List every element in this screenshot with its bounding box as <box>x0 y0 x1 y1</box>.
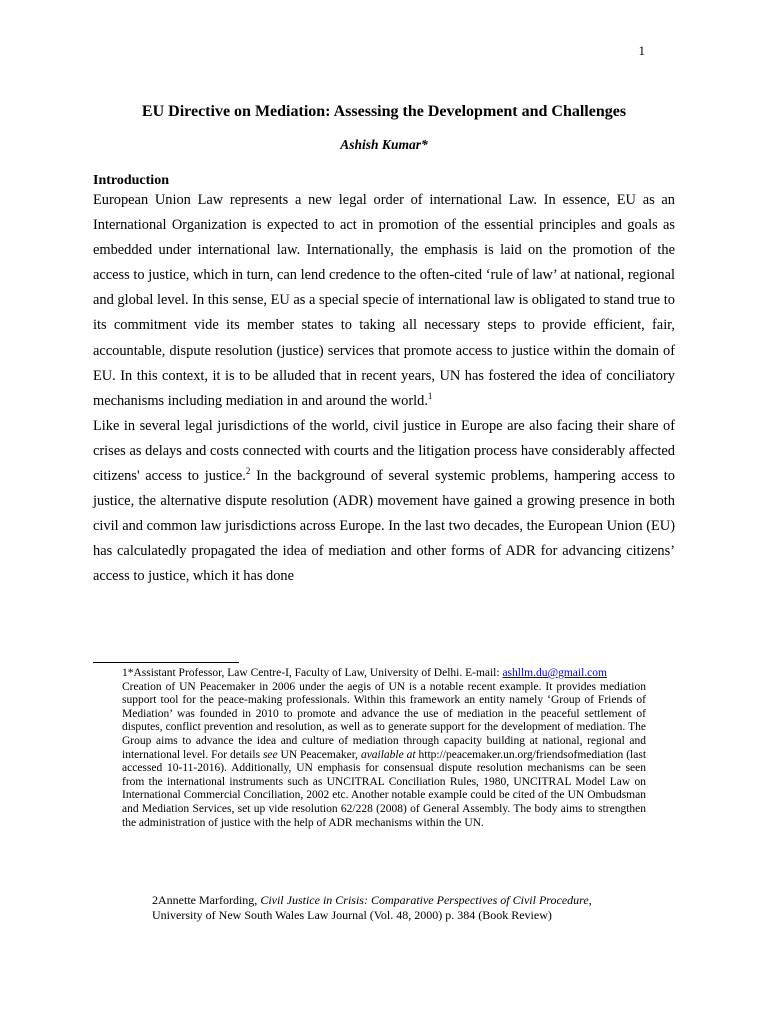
footnote-details: , University of New South Wales Law Journal (Vol. 48, 2000) p. 384 (Book Review) <box>152 893 592 922</box>
footnote-text: UN Peacemaker, <box>280 748 359 761</box>
page-number: 1 <box>638 43 645 58</box>
footnote-2 <box>152 893 607 923</box>
email-link[interactable]: ashllm.du@gmail.com <box>502 667 607 679</box>
body-text <box>93 188 675 590</box>
paragraph-text: In the background of several systemic problems, hampering access to justice, the alternative dispute resolution (ADR) movement have gained a growing presence in both civil and common law jurisdictions across Europe. In the last two decades, the European Union (EU) has calculatedly propagated the idea of mediation and other forms of ADR for advancing citizens’ access to justice, which it has done <box>93 468 675 585</box>
paragraph-text: Like in several legal jurisdictions of the world, civil justice in Europe are also facing their share of crises as delays and costs connected with courts and the litigation process have considerably affected citizens' access to justice. <box>93 417 675 485</box>
footnote-text: Creation of UN Peacemaker in 2006 under the aegis of UN is a notable recent example. It provides mediation support tool for the peace-making professionals. Within this framework an entity namely ‘Group of Friends of Mediation’ was founded in 2010 to promote and advance the use of mediation in the peaceful settlement of disputes, conflict prevention and resolution, as well as to generate support for the development of mediation. The Group aims to advance the idea and culture of mediation through capacity building at national, regional and international level. For details <box>122 680 646 761</box>
footnote-separator <box>93 662 239 663</box>
footnote-number: 1 <box>122 667 128 679</box>
footnote-text: http://peacemaker.un.org/friendsofmediation (last accessed 10-11-2016). Additionally, UN emphasis for consensual dispute resolution mechanisms can be seen from the international instruments such as UNCITRAL Conciliation Rules, 1980, UNCITRAL Model Law on International Commercial Conciliation, 2002 etc. Another notable example could be cited of the UN Ombudsman and Mediation Services, set up vide resolution 62/228 (2008) of General Assembly. The body aims to strengthen the administration of justice with the help of ADR mechanisms within the UN. <box>122 748 647 829</box>
footnote-author: Annette Marfording, <box>158 893 258 907</box>
footnote-affiliation-text: Assistant Professor, Law Centre-I, Faculty of Law, University of Delhi. E-mail: <box>133 667 500 679</box>
footnote-body <box>122 681 646 831</box>
footnote-ref: 2 <box>245 466 251 477</box>
author-name: Ashish Kumar* <box>340 137 428 152</box>
paragraph-text: European Union Law represents a new legal order of international Law. In essence, EU as an International Organization is expected to act in promotion of the essential principles and goals as embedded under international law. Internationally, the emphasis is laid on the promotion of the access to justice, which in turn, can lend credence to the often-cited ‘rule of law’ at national, regional and global level. In this sense, EU as a special specie of international law is obligated to stand true to its commitment vide its member states to taking all necessary steps to provide efficient, fair, accountable, dispute resolution (justice) services that promote access to justice within the domain of EU. In this context, it is to be alluded that in recent years, UN has fostered the idea of conciliatory mechanisms including mediation in and around the world. <box>93 192 675 409</box>
document-title: EU Directive on Mediation: Assessing the Development and Challenges <box>141 103 627 120</box>
footnote-affiliation <box>122 667 646 681</box>
footnote-marker: * <box>127 667 134 679</box>
footnote-ref: 1 <box>427 390 433 401</box>
footnote-book-title: Civil Justice in Crisis: Comparative Perspectives of Civil Procedure <box>260 893 589 907</box>
footnote-italic: available at <box>360 748 416 761</box>
footnote-italic: see <box>262 748 278 761</box>
section-heading: Introduction <box>93 173 169 188</box>
paragraph <box>93 414 675 590</box>
footnote-1 <box>122 667 646 830</box>
footnote-number: 2 <box>152 893 158 907</box>
paragraph <box>93 188 675 414</box>
